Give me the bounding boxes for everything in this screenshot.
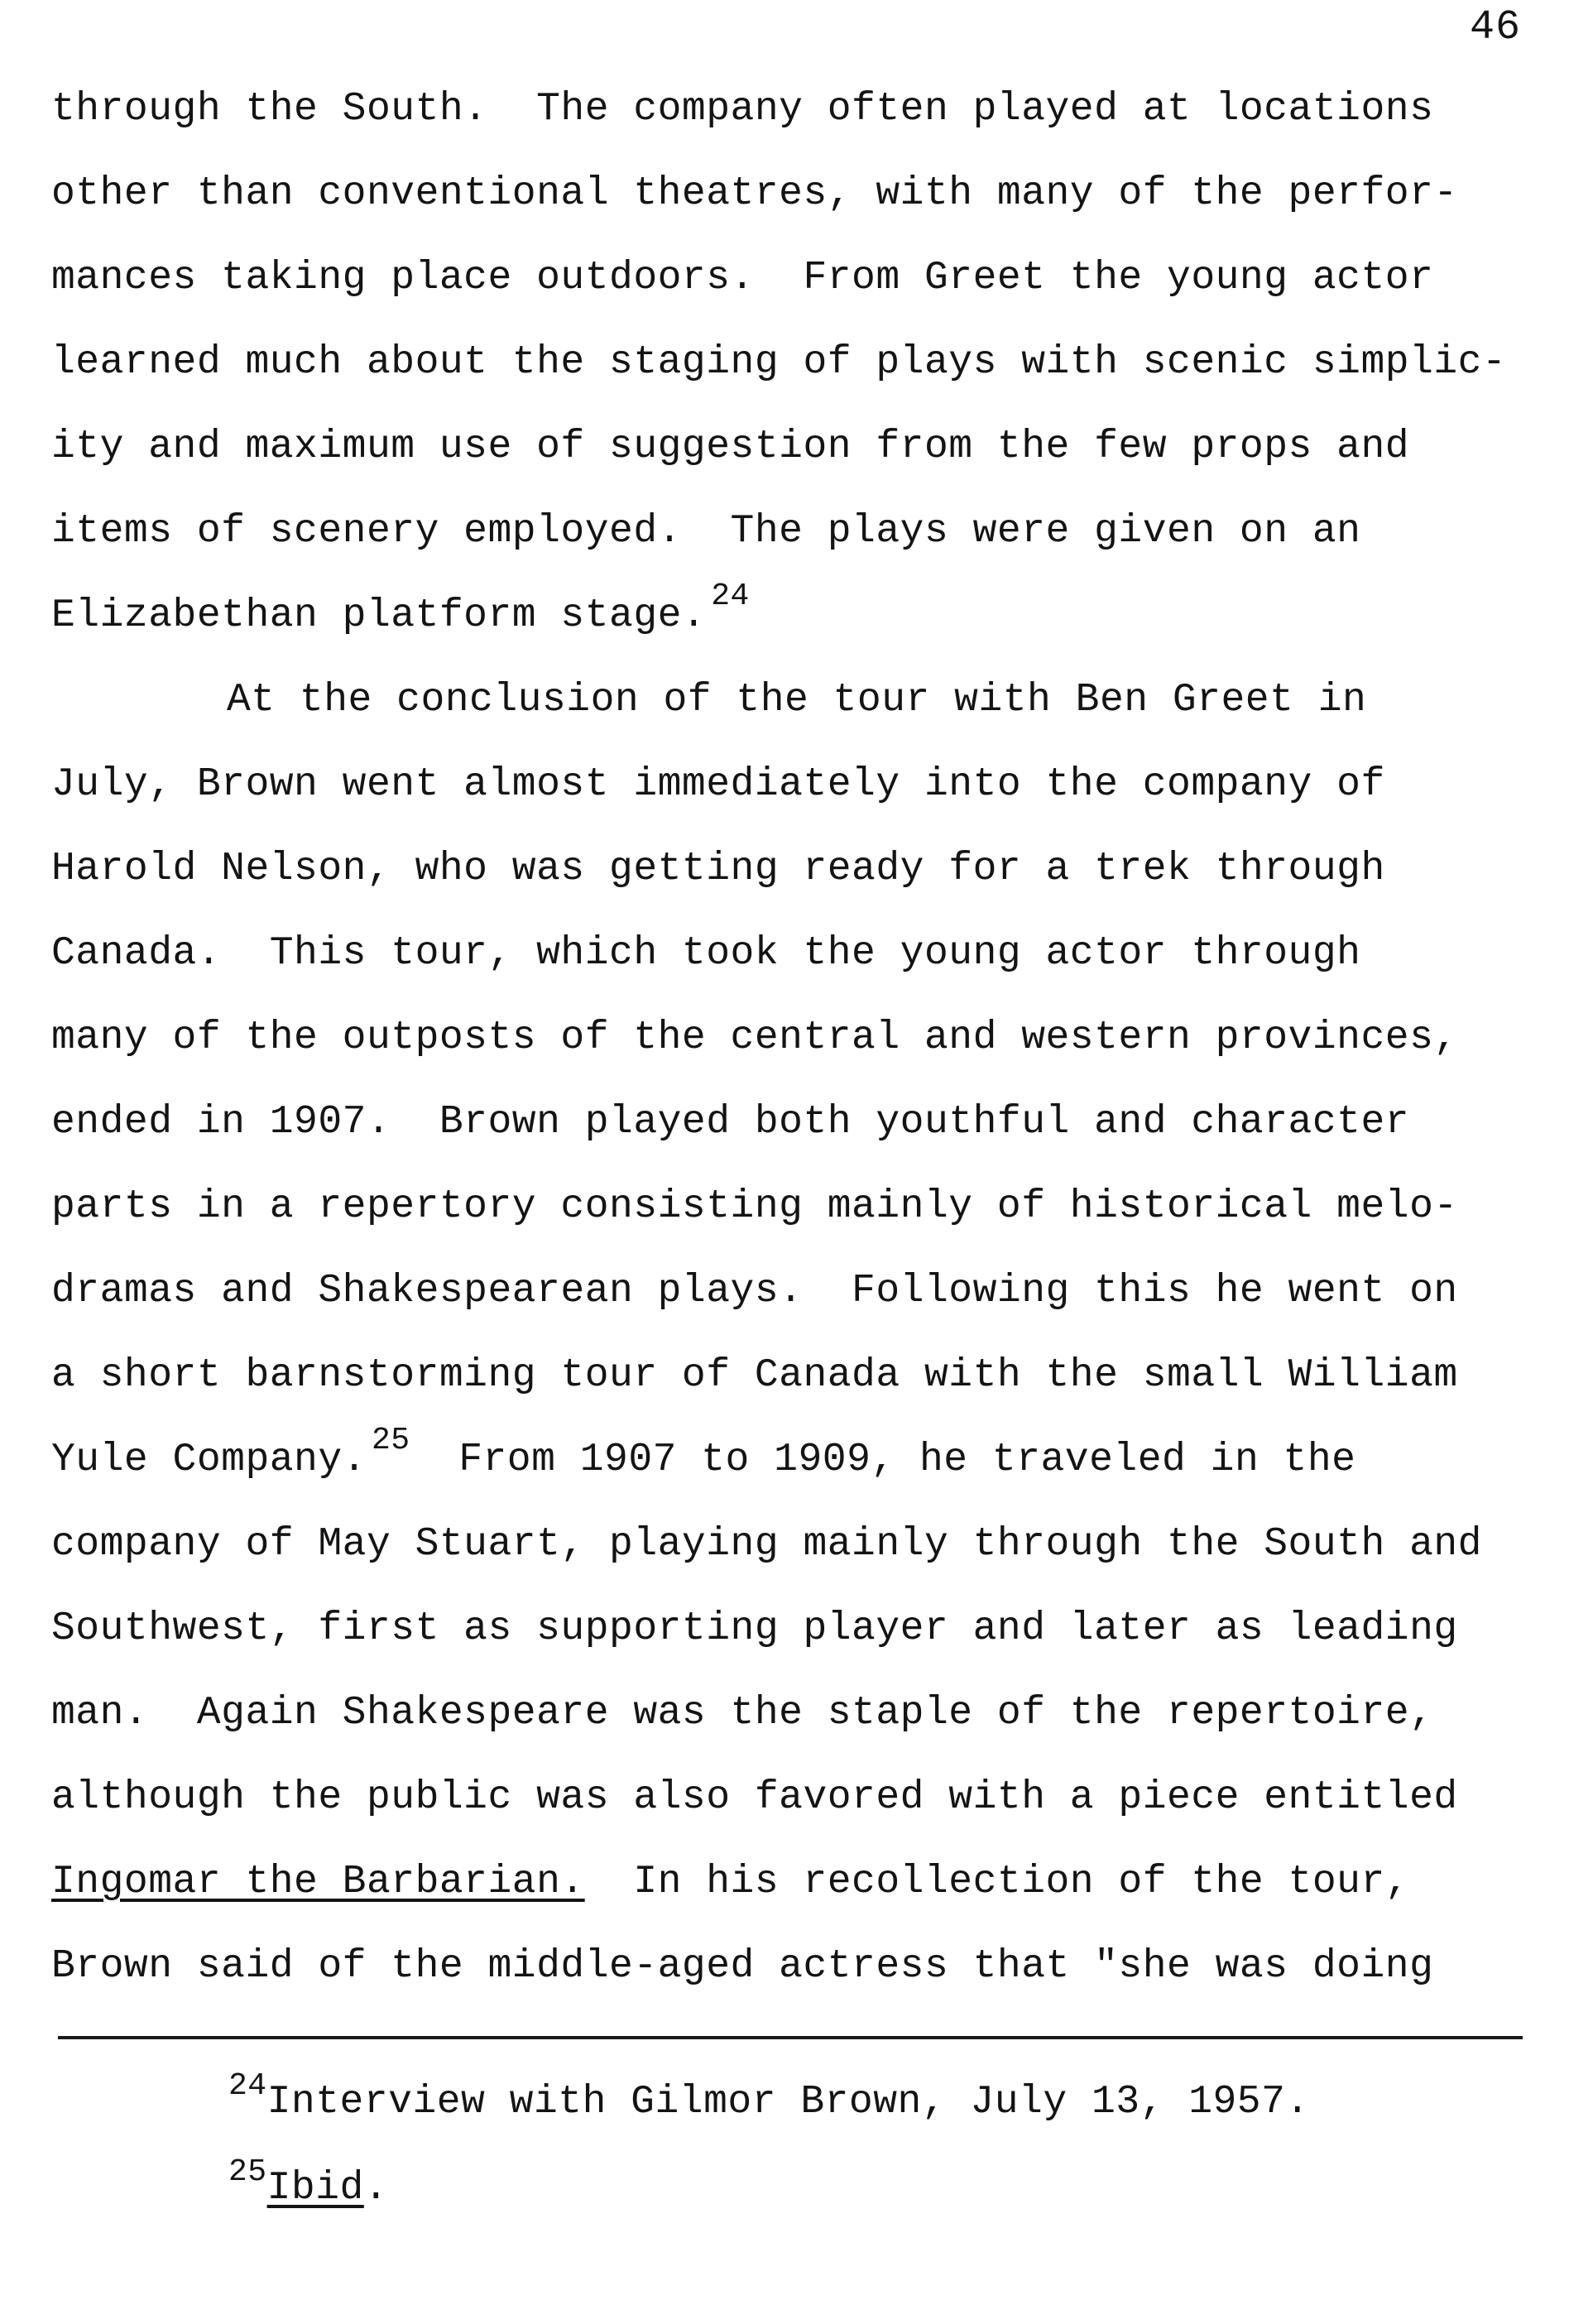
text-line: learned much about the staging of plays with scenic simplic- (51, 340, 1507, 385)
text-segment: In his recollection of the tour, (584, 1860, 1410, 1904)
text-line (51, 1423, 1541, 1515)
text-line: July, Brown went almost immediately into the company of (51, 762, 1385, 807)
footnotes (228, 2068, 1519, 2245)
footnote-text: Ibid (266, 2166, 364, 2211)
text-line: man. Again Shakespeare was the staple of the repertoire, (51, 1691, 1434, 1736)
text-line: At the conclusion of the tour with Ben Greet in (227, 678, 1367, 723)
footnote-punctuation: . (363, 2166, 389, 2211)
footnote-mark: 24 (228, 2068, 267, 2104)
text-line: Brown said of the middle-aged actress that "she was doing (51, 1944, 1434, 1989)
body-text (51, 79, 1541, 2021)
underlined-title: Ingomar the Barbarian. (51, 1860, 585, 1904)
text-line: Canada. This tour, which took the young actor through (51, 931, 1361, 976)
text-line: items of scenery employed. The plays were given on an (51, 509, 1361, 554)
text-line: through the South. The company often played at locations (51, 87, 1434, 132)
text-line: although the public was also favored with a piece entitled (51, 1775, 1458, 1820)
text-line: ity and maximum use of suggestion from the few props and (51, 425, 1410, 469)
footnote-divider (58, 2036, 1523, 2039)
footnote-ref: 25 (371, 1423, 410, 1458)
text-line: ended in 1907. Brown played both youthful and character (51, 1100, 1410, 1145)
text-line: mances taking place outdoors. From Greet the young actor (51, 256, 1434, 300)
text-line: Southwest, first as supporting player and later as leading (51, 1606, 1458, 1651)
text-line: dramas and Shakespearean plays. Following this he went on (51, 1269, 1458, 1313)
text-line: parts in a repertory consisting mainly of historical melo- (51, 1184, 1458, 1229)
text-segment: Elizabethan platform stage. (51, 593, 707, 638)
footnote (228, 2154, 1519, 2245)
page-number: 46 (1469, 4, 1521, 51)
footnote-mark: 25 (228, 2154, 267, 2190)
text-line: other than conventional theatres, with many of the perfor- (51, 171, 1458, 216)
text-line: company of May Stuart, playing mainly through the South and (51, 1522, 1482, 1567)
text-line: Harold Nelson, who was getting ready for a trek through (51, 847, 1385, 891)
text-segment: Yule Company. (51, 1438, 367, 1482)
footnote (228, 2068, 1519, 2158)
text-segment: From 1907 to 1909, he traveled in the (410, 1438, 1356, 1482)
footnote-text: Interview with Gilmor Brown, July 13, 1957. (266, 2080, 1310, 2125)
text-line (51, 579, 1541, 670)
text-line: a short barnstorming tour of Canada with the small William (51, 1353, 1458, 1398)
footnote-ref: 24 (711, 579, 750, 614)
text-line (51, 1852, 1541, 1937)
text-line: many of the outposts of the central and western provinces, (51, 1016, 1458, 1060)
